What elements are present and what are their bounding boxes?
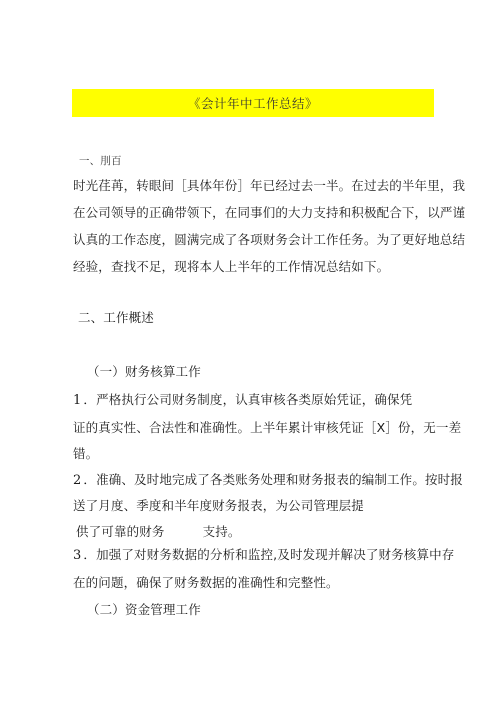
intro-line-4: 经验，查找不足，现将本人上半年的工作情况总结如下。 [73,259,390,274]
item3-text-1: ．加强了对财务数据的分析和监控,及时发现并解决了财务核算中存 [83,547,455,562]
item2-number: 2 [73,473,82,488]
item1-line-3: 错。 [73,446,99,461]
item1-line-1 [73,392,412,409]
sub2-heading: （二）资金管理工作 [87,602,201,617]
item2-line-1 [73,472,463,489]
item2-text-3b: 支持。 [202,524,241,539]
intro-line-3: 认真的工作态度，圆满完成了各项财务会计工作任务。为了更好地总结 [73,232,466,247]
sub1-heading: （一）财务核算工作 [87,364,201,379]
item1-line-2: 证的真实性、合法性和准确性。上半年累计审核凭证［X］份，无一差 [73,420,462,435]
intro-line-2: 在公司领导的正确带领下，在同事们的大力支持和积极配合下，以严谨 [73,205,466,220]
item3-number: 3 [73,548,82,563]
item3-line-1 [73,547,454,564]
document-title: 《会计年中工作总结》 [187,96,318,111]
item1-number: 1 [73,393,82,408]
item1-text-1: ．严格执行公司财务制度，认真审核各类原始凭证，确保凭 [83,392,413,407]
overview-heading: 二、工作概述 [78,310,154,325]
item3-line-2: 在的问题，确保了财务数据的准确性和完整性。 [73,575,339,590]
item2-text-3a: 供了可靠的财务 [76,524,165,539]
item2-line-3 [76,524,241,540]
document-title-highlight [72,89,434,117]
item2-text-1: ．准确、及时地完成了各类账务处理和财务报表的编制工作。按时报 [83,472,463,487]
intro-line-1: 时光荏苒，转眼间［具体年份］年已经过去一半。在过去的半年里，我 [73,178,466,193]
intro-heading: 一、刖百 [79,155,122,167]
item2-line-2: 送了月度、季度和半年度财务报表，为公司管理层提 [73,498,364,513]
